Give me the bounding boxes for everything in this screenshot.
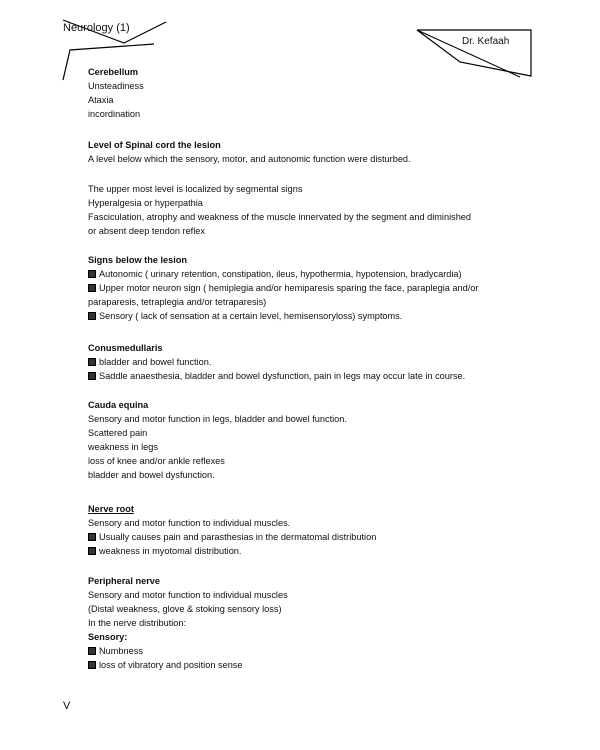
- section-line: paraparesis, tetraplegia and/or tetraparesis): [88, 297, 267, 307]
- section-heading: Nerve root: [88, 504, 134, 514]
- section-line: A level below which the sensory, motor, and autonomic function were disturbed.: [88, 154, 411, 164]
- section-line: Saddle anaesthesia, bladder and bowel dysfunction, pain in legs may occur late in course.: [99, 371, 466, 381]
- section-segmental-signs: [88, 182, 518, 238]
- numbness-bullet: [88, 644, 518, 658]
- bullet-icon: [88, 547, 96, 555]
- section-line: Unsteadiness: [88, 81, 144, 91]
- section-signs-below-lesion: [88, 253, 518, 323]
- section-cerebellum: [88, 65, 518, 121]
- section-heading: Peripheral nerve: [88, 576, 161, 586]
- section-cauda-equina: [88, 398, 518, 482]
- section-level-spinal-cord: [88, 138, 518, 166]
- bullet-icon: [88, 284, 96, 292]
- section-line: loss of knee and/or ankle reflexes: [88, 456, 225, 466]
- section-line: Ataxia: [88, 95, 114, 105]
- section-line: loss of vibratory and position sense: [99, 660, 243, 670]
- section-line: bladder and bowel dysfunction.: [88, 470, 215, 480]
- section-line: (Distal weakness, glove & stoking sensory loss): [88, 604, 282, 614]
- section-line: Scattered pain: [88, 428, 148, 438]
- autonomic-bullet: [88, 267, 518, 281]
- section-heading: Cerebellum: [88, 67, 139, 77]
- sensory-bullet: [88, 309, 518, 323]
- section-heading: Signs below the lesion: [88, 255, 188, 265]
- bullet-icon: [88, 533, 96, 541]
- bullet-icon: [88, 372, 96, 380]
- bladder-bullet: [88, 355, 518, 369]
- page-footer-mark: V: [63, 700, 71, 712]
- section-line: Sensory and motor function to individual muscles.: [88, 518, 291, 528]
- weakness-bullet: [88, 544, 518, 558]
- section-heading: Level of Spinal cord the lesion: [88, 140, 221, 150]
- section-line: bladder and bowel function.: [99, 357, 212, 367]
- section-nerve-root: [88, 502, 518, 558]
- page-header-title: Neurology (1): [63, 22, 130, 34]
- section-line: Hyperalgesia or hyperpathia: [88, 198, 203, 208]
- section-line: or absent deep tendon reflex: [88, 226, 205, 236]
- pain-bullet: [88, 530, 518, 544]
- section-heading: Cauda equina: [88, 400, 149, 410]
- section-line: incordination: [88, 109, 141, 119]
- bullet-icon: [88, 661, 96, 669]
- section-line: Sensory and motor function to individual muscles: [88, 590, 288, 600]
- section-line: Autonomic ( urinary retention, constipation, ileus, hypothermia, hypotension, bradycardia): [99, 269, 462, 279]
- section-line: weakness in myotomal distribution.: [99, 546, 242, 556]
- section-conus-medullaris: [88, 341, 518, 383]
- saddle-bullet: [88, 369, 518, 383]
- section-line: Upper motor neuron sign ( hemiplegia and/or hemiparesis sparing the face, paraplegia and/or: [99, 283, 479, 293]
- section-line: Numbness: [99, 646, 143, 656]
- section-line: Sensory:: [88, 632, 128, 642]
- bullet-icon: [88, 647, 96, 655]
- section-line: In the nerve distribution:: [88, 618, 187, 628]
- section-line: Fasciculation, atrophy and weakness of the muscle innervated by the segment and diminished: [88, 212, 472, 222]
- section-line: Sensory ( lack of sensation at a certain level, hemisensoryloss) symptoms.: [99, 311, 403, 321]
- section-line: Sensory and motor function in legs, bladder and bowel function.: [88, 414, 347, 424]
- author-label: Dr. Kefaah: [462, 36, 510, 47]
- bullet-icon: [88, 312, 96, 320]
- section-line: Usually causes pain and parasthesias in the dermatomal distribution: [99, 532, 377, 542]
- vibration-bullet: [88, 658, 518, 672]
- section-peripheral-nerve: [88, 574, 518, 672]
- bullet-icon: [88, 270, 96, 278]
- motor-neuron-bullet: [88, 281, 518, 295]
- bullet-icon: [88, 358, 96, 366]
- section-heading: Conusmedullaris: [88, 343, 163, 353]
- section-line: The upper most level is localized by segmental signs: [88, 184, 303, 194]
- section-line: weakness in legs: [88, 442, 158, 452]
